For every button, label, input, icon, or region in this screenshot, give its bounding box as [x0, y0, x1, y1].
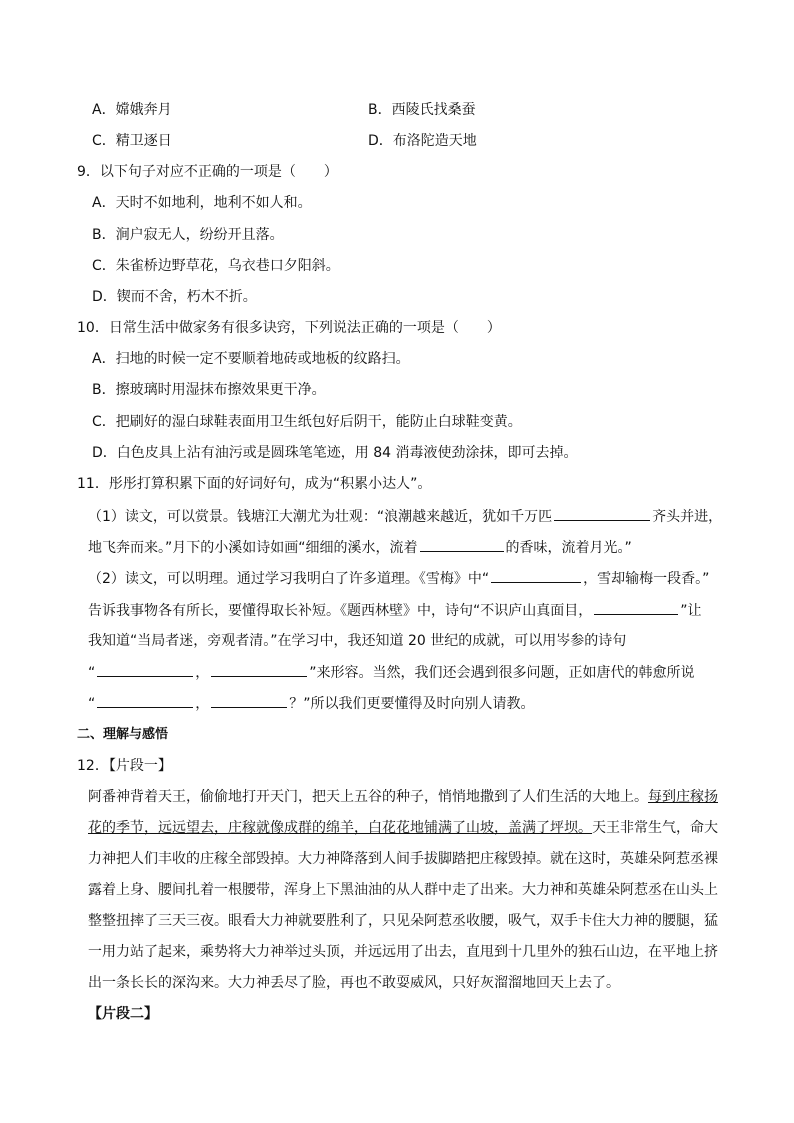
q9-option-b[interactable]: B．涧户寂无人，纷纷开且落。 — [92, 227, 284, 243]
quote-open: “ — [88, 696, 96, 712]
answer-blank[interactable] — [97, 662, 193, 677]
q10-option-c[interactable]: C．把刷好的湿白球鞋表面用卫生纸包好后阴干，能防止白球鞋变黄。 — [92, 414, 522, 430]
q12-label-fragment1: 12．【片段一】 — [77, 758, 172, 774]
q11-p2-line4-tail: ”来形容。当然，我们还会遇到很多问题，正如唐代的韩愈所说 — [309, 665, 695, 681]
q10-option-b[interactable]: B．擦玻璃时用湿抹布擦效果更干净。 — [92, 382, 326, 398]
section-title: 二、理解与感悟 — [77, 727, 169, 742]
q10-stem: 10．日常生活中做家务有很多诀窍，下列说法正确的一项是（ ） — [77, 320, 501, 336]
answer-blank[interactable] — [211, 693, 287, 708]
answer-blank[interactable] — [420, 537, 504, 552]
comma: ， — [195, 665, 210, 681]
q11-p2-line2-tail: ”让 — [680, 603, 702, 619]
q8-option-d[interactable]: D．布洛陀造天地 — [368, 133, 477, 149]
q11-p1-line2-tail: 的香味，流着月光。” — [505, 540, 632, 556]
q11-p2-line3: 我知道“当局者迷，旁观者清。”在学习中，我还知道 20 世纪的成就，可以用岑参的诗句 — [88, 633, 627, 649]
q11-p1-line1 — [88, 506, 722, 527]
q10-option-d[interactable]: D．白色皮具上沾有油污或是圆珠笔笔迹，用 84 消毒液使劲涂抹，即可去掉。 — [92, 445, 578, 461]
q11-p2-line2 — [88, 600, 702, 621]
answer-blank[interactable] — [491, 568, 581, 583]
q11-p2-line1-tail: ，雪却输梅一段香。” — [583, 571, 710, 587]
q11-p1-line2-text: 地飞奔而来。”月下的小溪如诗如画“细细的溪水，流着 — [88, 540, 418, 556]
answer-blank[interactable] — [211, 662, 307, 677]
passage-line: 露着上身、腰间扎着一根腰带，浑身上下黑油油的从人群中走了出来。大力神和英雄朵阿惹丞在山头上 — [88, 882, 718, 898]
q9-stem: 9．以下句子对应不正确的一项是（ ） — [77, 164, 338, 180]
passage-underlined: 花的季节，远远望去，庄稼就像成群的绵羊，白花花地铺满了山坡，盖满了坪坝。 — [88, 820, 592, 836]
q11-p2-line2-text: 告诉我事物各有所长，要懂得取长补短。《题西林壁》中，诗句“不识庐山真面目， — [88, 603, 593, 619]
q12-label-fragment2: 【片段二】 — [88, 1006, 158, 1022]
passage-text: 天王非常生气，命大 — [592, 820, 718, 836]
passage-line: 力神把人们丰收的庄稼全部毁掉。大力神降落到人间手拔脚踏把庄稼毁掉。就在这时，英雄朵阿惹丞裸 — [88, 851, 718, 867]
answer-blank[interactable] — [97, 693, 193, 708]
q11-p2-line4 — [88, 662, 695, 683]
passage-line: 一用力站了起来，乘势将大力神举过头顶，并远远用了出去，直甩到十几里外的独石山边，在平地上挤 — [88, 944, 718, 960]
answer-blank[interactable] — [554, 506, 650, 521]
passage-line — [88, 818, 718, 838]
q11-p2-line5-tail: ？”所以我们更要懂得及时向别人请教。 — [289, 696, 535, 712]
answer-blank[interactable] — [594, 600, 678, 615]
passage-line: 出一条长长的深沟来。大力神丢尽了脸，再也不敢耍威风，只好灰溜溜地回天上去了。 — [88, 975, 620, 991]
q11-p1-line1-text: （1）读文，可以赏景。钱塘江大潮尤为壮观：“浪潮越来越近，犹如千万匹 — [88, 509, 553, 525]
passage-line: 整整扭摔了三天三夜。眼看大力神就要胜利了，只见朵阿惹丞收腰，吸气，双手卡住大力神的腰腿，猛 — [88, 913, 718, 929]
q11-stem: 11．彤彤打算积累下面的好词好句，成为“积累小达人”。 — [77, 476, 432, 492]
q9-option-a[interactable]: A．天时不如地利，地利不如人和。 — [92, 195, 312, 211]
q11-p1-line1-tail: 齐头并进， — [652, 509, 723, 525]
q9-option-d[interactable]: D．锲而不舍，朽木不折。 — [92, 289, 257, 305]
q8-option-a[interactable]: A．嫦娥奔月 — [92, 102, 172, 118]
passage-text: 阿番神背着天王，偷偷地打开天门，把天上五谷的种子，悄悄地撒到了人们生活的大地上。 — [88, 789, 648, 805]
q9-option-c[interactable]: C．朱雀桥边野草花，乌衣巷口夕阳斜。 — [92, 258, 340, 274]
quote-open: “ — [88, 665, 96, 681]
q11-p2-line1 — [88, 568, 709, 589]
q11-p1-line2 — [88, 537, 632, 558]
passage-underlined: 每到庄稼扬 — [648, 789, 718, 805]
q11-p2-line5 — [88, 693, 535, 714]
q10-option-a[interactable]: A．扫地的时候一定不要顺着地砖或地板的纹路扫。 — [92, 351, 410, 367]
q8-option-b[interactable]: B．西陵氏找桑蚕 — [368, 102, 476, 118]
q8-option-c[interactable]: C．精卫逐日 — [92, 133, 172, 149]
passage-line — [88, 787, 718, 807]
comma: ， — [195, 696, 210, 712]
q11-p2-line1-text: （2）读文，可以明理。通过学习我明白了许多道理。《雪梅》中“ — [88, 571, 490, 587]
